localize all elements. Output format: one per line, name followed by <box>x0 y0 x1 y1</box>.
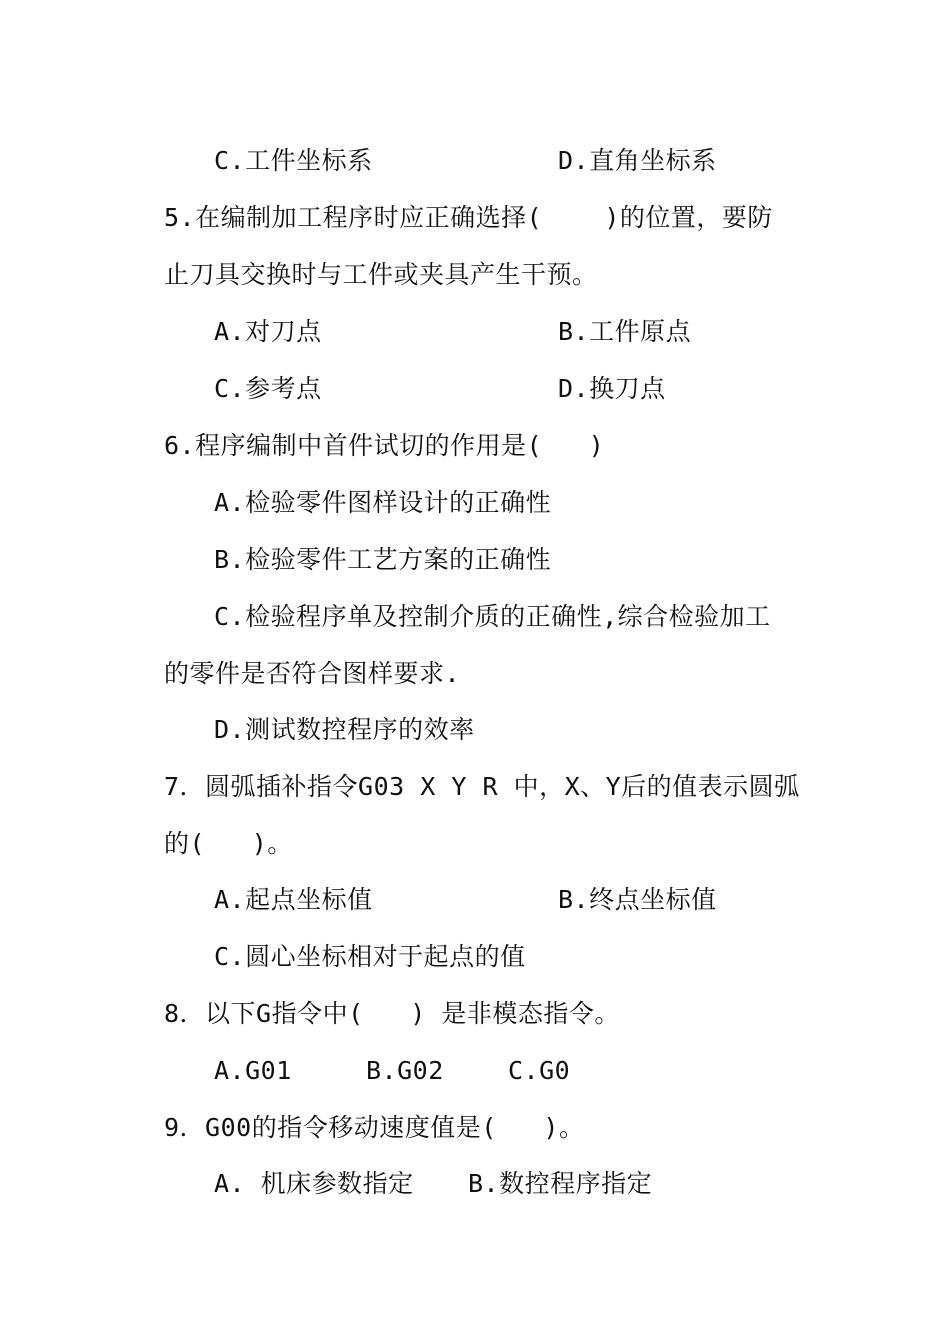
q5-stem-line2: 止刀具交换时与工件或夹具产生干预。 <box>164 260 598 289</box>
q5-option-a: A.对刀点 <box>214 317 322 346</box>
q5-option-b: B.工件原点 <box>558 317 692 346</box>
q6-option-b: B.检验零件工艺方案的正确性 <box>214 545 552 574</box>
q9-stem: 9．G00的指令移动速度值是( )。 <box>164 1113 585 1142</box>
q9-option-a: A. 机床参数指定 <box>214 1169 414 1198</box>
q7-option-c: C.圆心坐标相对于起点的值 <box>214 942 526 971</box>
q5-option-c: C.参考点 <box>214 374 322 403</box>
q6-option-a: A.检验零件图样设计的正确性 <box>214 488 552 517</box>
q6-option-c-line2: 的零件是否符合图样要求. <box>164 659 461 688</box>
q8-stem: 8．以下G指令中( ) 是非模态指令。 <box>164 999 620 1028</box>
q8-option-c: C.G0 <box>508 1056 571 1085</box>
q6-stem: 6.程序编制中首件试切的作用是( ) <box>164 431 605 460</box>
q4-option-c: C.工件坐标系 <box>214 146 373 175</box>
q7-option-a: A.起点坐标值 <box>214 885 373 914</box>
q8-option-a: A.G01 <box>214 1056 292 1085</box>
q9-option-b: B.数控程序指定 <box>468 1169 653 1198</box>
q7-stem-line1: 7．圆弧插补指令G03 X Y R 中，X、Y后的值表示圆弧 <box>164 772 800 801</box>
q7-stem-line2: 的( )。 <box>164 829 293 858</box>
q4-option-d: D.直角坐标系 <box>558 146 717 175</box>
q5-stem-line1: 5.在编制加工程序时应正确选择( )的位置，要防 <box>164 203 773 232</box>
q8-option-b: B.G02 <box>366 1056 444 1085</box>
q6-option-d: D.测试数控程序的效率 <box>214 715 475 744</box>
q6-option-c-line1: C.检验程序单及控制介质的正确性,综合检验加工 <box>214 602 771 631</box>
q5-option-d: D.换刀点 <box>558 374 666 403</box>
q7-option-b: B.终点坐标值 <box>558 885 717 914</box>
